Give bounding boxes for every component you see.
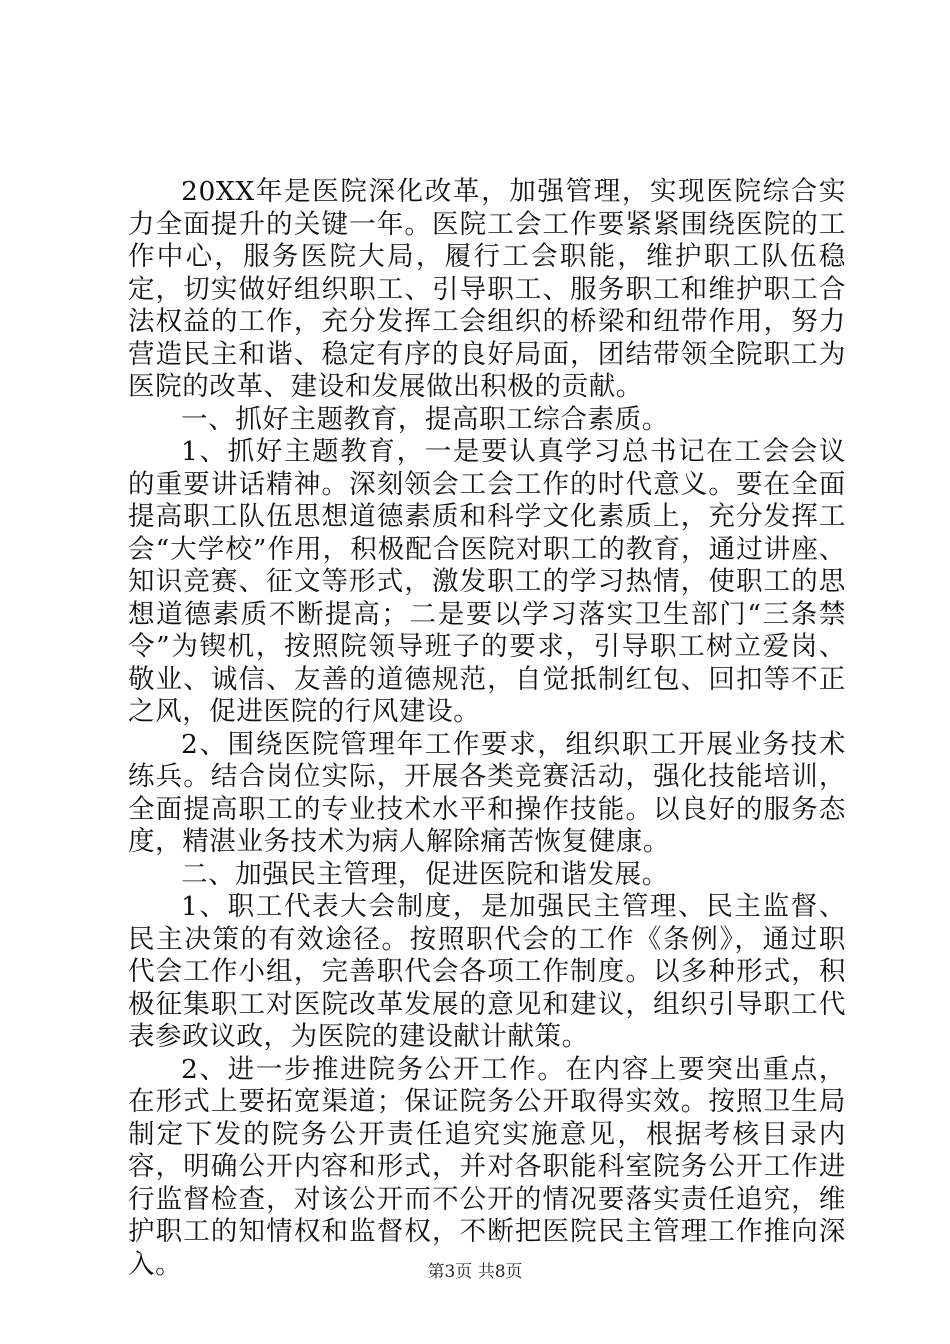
section-heading-2: 二、加强民主管理，促进医院和谐发展。: [181, 858, 669, 890]
section-heading-1: 一、抓好主题教育，提高职工综合素质。: [181, 403, 669, 435]
section-1-paragraph-2: 2、围绕医院管理年工作要求，组织职工开展业务技术练兵。结合岗位实际，开展各类竞赛活动，强化技能培训，全面提高职工的专业技术水平和操作技能。以良好的服务态度，精湛业务技术为病人解除痛苦恢复健康。: [128, 728, 846, 857]
page-number-footer: 第3页 共8页: [427, 1262, 523, 1282]
document-body: [128, 176, 846, 1281]
section-1-paragraph-1: 1、抓好主题教育，一是要认真学习总书记在工会会议的重要讲话精神。深刻领会工会工作的时代意义。要在全面提高职工队伍思想道德素质和科学文化素质上，充分发挥工会“大学校”作用，积极配合医院对职工的教育，通过讲座、知识竞赛、征文等形式，激发职工的学习热情，使职工的思想道德素质不断提高；二是要以学习落实卫生部门“三条禁令”为锲机，按照院领导班子的要求，引导职工树立爱岗、敬业、诚信、友善的道德规范，自觉抵制红包、回扣等不正之风，促进医院的行风建设。: [128, 436, 846, 727]
section-2-paragraph-2: 2、进一步推进院务公开工作。在内容上要突出重点，在形式上要拓宽渠道；保证院务公开取得实效。按照卫生局制定下发的院务公开责任追究实施意见，根据考核目录内容，明确公开内容和形式，并对各职能科室院务公开工作进行监督检查，对该公开而不公开的情况要落实责任追究，维护职工的知情权和监督权，不断把医院民主管理工作推向深入。: [128, 1053, 846, 1280]
section-2-paragraph-1: 1、职工代表大会制度，是加强民主管理、民主监督、民主决策的有效途径。按照职代会的工作《条例》，通过职代会工作小组，完善职代会各项工作制度。以多种形式，积极征集职工对医院改革发展的意见和建议，组织引导职工代表参政议政，为医院的建设献计献策。: [128, 891, 846, 1052]
intro-paragraph: 20XX年是医院深化改革，加强管理，实现医院综合实力全面提升的关键一年。医院工会工作要紧紧围绕医院的工作中心，服务医院大局，履行工会职能，维护职工队伍稳定，切实做好组织职工、引导职工、服务职工和维护职工合法权益的工作，充分发挥工会组织的桥梁和纽带作用，努力营造民主和谐、稳定有序的良好局面，团结带领全院职工为医院的改革、建设和发展做出积极的贡献。: [128, 176, 846, 402]
